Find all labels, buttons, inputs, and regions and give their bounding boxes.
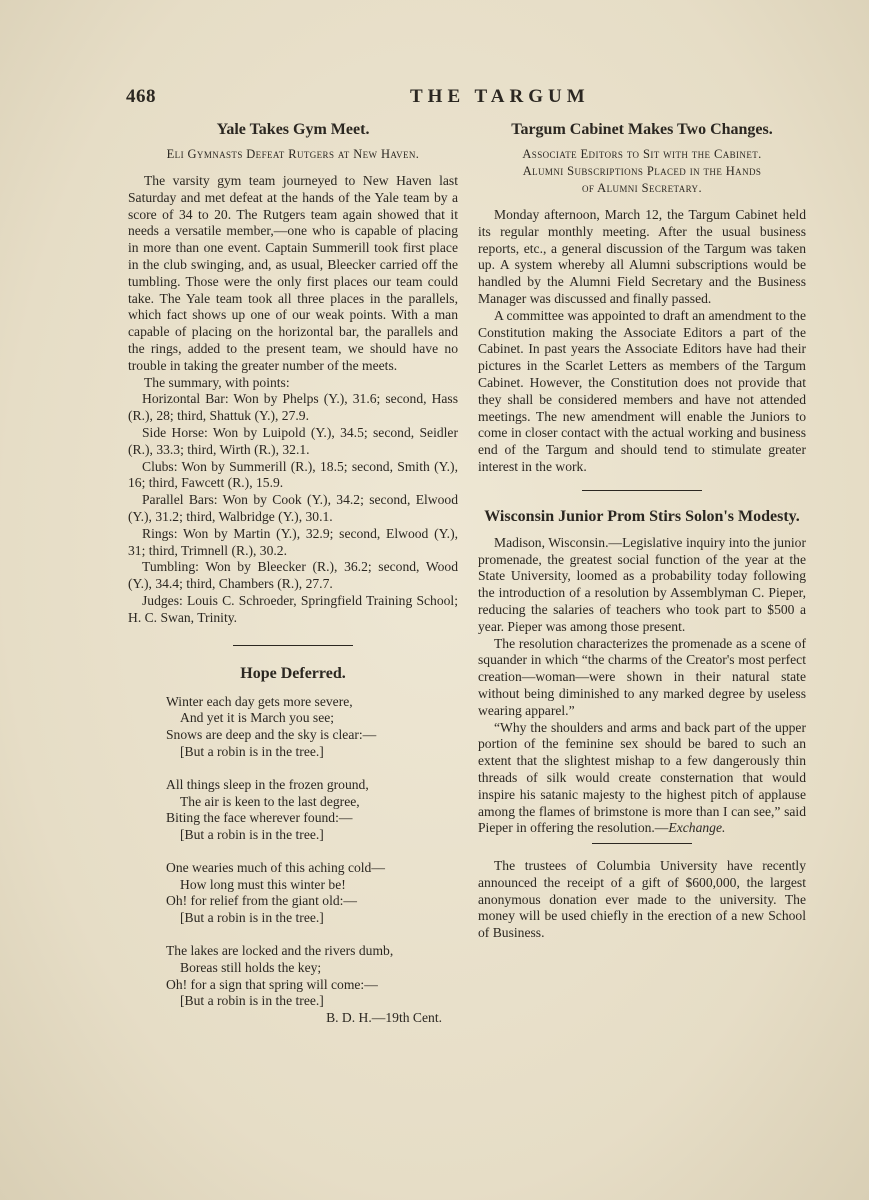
poem-line: Oh! for a sign that spring will come:— — [166, 976, 378, 992]
article-title: Wisconsin Junior Prom Stirs Solon's Modesty. — [484, 507, 800, 525]
poem-line: All things sleep in the frozen ground, — [166, 776, 369, 792]
article-body — [478, 720, 806, 838]
left-column — [128, 120, 458, 1027]
poem-stanza — [166, 694, 458, 761]
poem-line: Oh! for relief from the giant old:— — [166, 893, 358, 909]
poem-line: How long must this winter be! — [180, 876, 346, 892]
poem-line: The air is keen to the last degree, — [180, 793, 360, 809]
section-divider — [592, 843, 692, 844]
poem-stanza — [166, 860, 458, 927]
poem-hope-deferred — [128, 664, 458, 1028]
summary-line: Parallel Bars: Won by Cook (Y.), 34.2; second, Elwood (Y.), 31.2; third, Walbridge (Y.), 30.1. — [128, 492, 458, 524]
article-cabinet — [478, 120, 806, 476]
poem-line: Snows are deep and the sky is clear:— — [166, 727, 377, 743]
poem-line: One wearies much of this aching cold— — [166, 859, 385, 875]
article-body: The varsity gym team journeyed to New Haven last Saturday and met defeat at the hands of the Yale team by a score of 34 to 20. The Rutgers team again showed that it needs a versatile member,—one who is capable of placing in more than one event. Captain Summerill took first place in the club swinging, and, as usual, Bleecker carried off the tumbling. Those were the only first places our team could take. The Yale team took all three places in the parallels, which fact shows up one of our weak points. With a man capable of placing on the horizontal bar, the parallels and the rings, added to the present team, we should have no trouble in taking the greater number of the meets. — [128, 173, 458, 373]
article-gym-meet — [128, 120, 458, 627]
poem-line: The lakes are locked and the rivers dumb, — [166, 943, 394, 959]
poem-line: Winter each day gets more severe, — [166, 693, 353, 709]
poem-line: [But a robin is in the tree.] — [180, 993, 324, 1009]
poem-line: [But a robin is in the tree.] — [180, 910, 324, 926]
poem-line: And yet it is March you see; — [180, 710, 335, 726]
poem-line: Boreas still holds the key; — [180, 959, 322, 975]
article-body: Monday afternoon, March 12, the Targum Cabinet held its regular monthly meeting. After the usual business reports, etc., a general discussion of the Targum was taken up. A system whereby all Alumni subscriptions would be handled by the Alumni Field Secretary and the Business Manager was discussed and finally passed. — [478, 207, 806, 306]
source-credit: Exchange. — [668, 820, 726, 836]
summary-intro: The summary, with points: — [144, 374, 290, 390]
page-number: 468 — [126, 86, 156, 107]
article-wisconsin-prom — [478, 507, 806, 837]
article-body: The resolution characterizes the promenade as a scene of squander in which “the charms of the Creator's most perfect creation—woman—were shown in their natural state without being diminished to any marked degree by useless wearing apparel.” — [478, 635, 806, 718]
article-title: Targum Cabinet Makes Two Changes. — [511, 121, 773, 138]
poem-line: Biting the face wherever found:— — [166, 810, 353, 826]
article-subtitle: Eli Gymnasts Defeat Rutgers at New Haven. — [166, 147, 420, 161]
page-header — [0, 86, 869, 116]
summary-line: Horizontal Bar: Won by Phelps (Y.), 31.6; second, Hass (R.), 28; third, Shattuk (Y.), 27.9. — [128, 391, 458, 424]
summary-line: Side Horse: Won by Luipold (Y.), 34.5; second, Seidler (R.), 33.3; third, Wirth (R.), 32.1. — [128, 424, 458, 457]
article-subtitle: Alumni Subscriptions Placed in the Hands of Alumni Secretary. — [522, 164, 762, 195]
poem-stanza — [166, 777, 458, 844]
article-title: Yale Takes Gym Meet. — [216, 121, 370, 138]
article-body: A committee was appointed to draft an amendment to the Constitution making the Associate Editors a part of the Cabinet. In past years the Associate Editors have had their pictures in the Scarlet Letters as members of the Targum Cabinet. However, the Constitution does not provide that they shall be considered members and have not attended meetings. The new amendment will enable the Juniors to come in closer contact with the actual working and business end of the Targum and should tend to stimulate greater interest in the work. — [478, 307, 806, 474]
summary-line: Tumbling: Won by Bleecker (R.), 36.2; second, Wood (Y.), 34.4; third, Chambers (R.), 27.7. — [128, 559, 458, 592]
poem-body — [166, 694, 458, 1011]
section-divider — [233, 645, 353, 646]
poem-line: [But a robin is in the tree.] — [180, 827, 324, 843]
masthead: THE TARGUM — [410, 86, 590, 107]
summary-line: Clubs: Won by Summerill (R.), 18.5; second, Smith (Y.), 16; third, Fawcett (R.), 15.9. — [128, 458, 458, 491]
poem-stanza — [166, 943, 458, 1010]
section-divider — [582, 490, 702, 491]
summary-line: Rings: Won by Martin (Y.), 32.9; second, Elwood (Y.), 31; third, Trimnell (R.), 30.2. — [128, 525, 458, 558]
poem-attribution: B. D. H.—19th Cent. — [326, 1010, 442, 1026]
article-body: Madison, Wisconsin.—Legislative inquiry into the junior promenade, the greatest social function of the year at the State University, loomed as a probability today following the introduction of a resolution by Assemblyman C. Pieper, reducing the salaries of teachers who took part to $500 a year. Pieper was among those present. — [478, 534, 806, 634]
article-subtitle: Associate Editors to Sit with the Cabinet. — [522, 147, 762, 161]
summary-line: Judges: Louis C. Schroeder, Springfield Training School; H. C. Swan, Trinity. — [128, 592, 458, 625]
right-column — [478, 120, 806, 942]
article-columbia-gift — [478, 858, 806, 942]
poem-line: [But a robin is in the tree.] — [180, 743, 324, 759]
article-body: The trustees of Columbia University have recently announced the receipt of a gift of $600,000, the largest anonymous donation ever made to the university. The money will be used chiefly in the erection of a new School of Business. — [478, 858, 806, 941]
poem-title: Hope Deferred. — [240, 664, 346, 682]
quote-text: “Why the shoulders and arms and back part of the upper portion of the feminine sex should be bared to such an extent that the slightest mishap to a few dangerously thin threads of silk would create consternation that would inspire his satanic majesty to the highest pitch of applause among the flames of brimstone is more than I can see,” said Pieper in offering the resolution.— — [478, 719, 806, 836]
